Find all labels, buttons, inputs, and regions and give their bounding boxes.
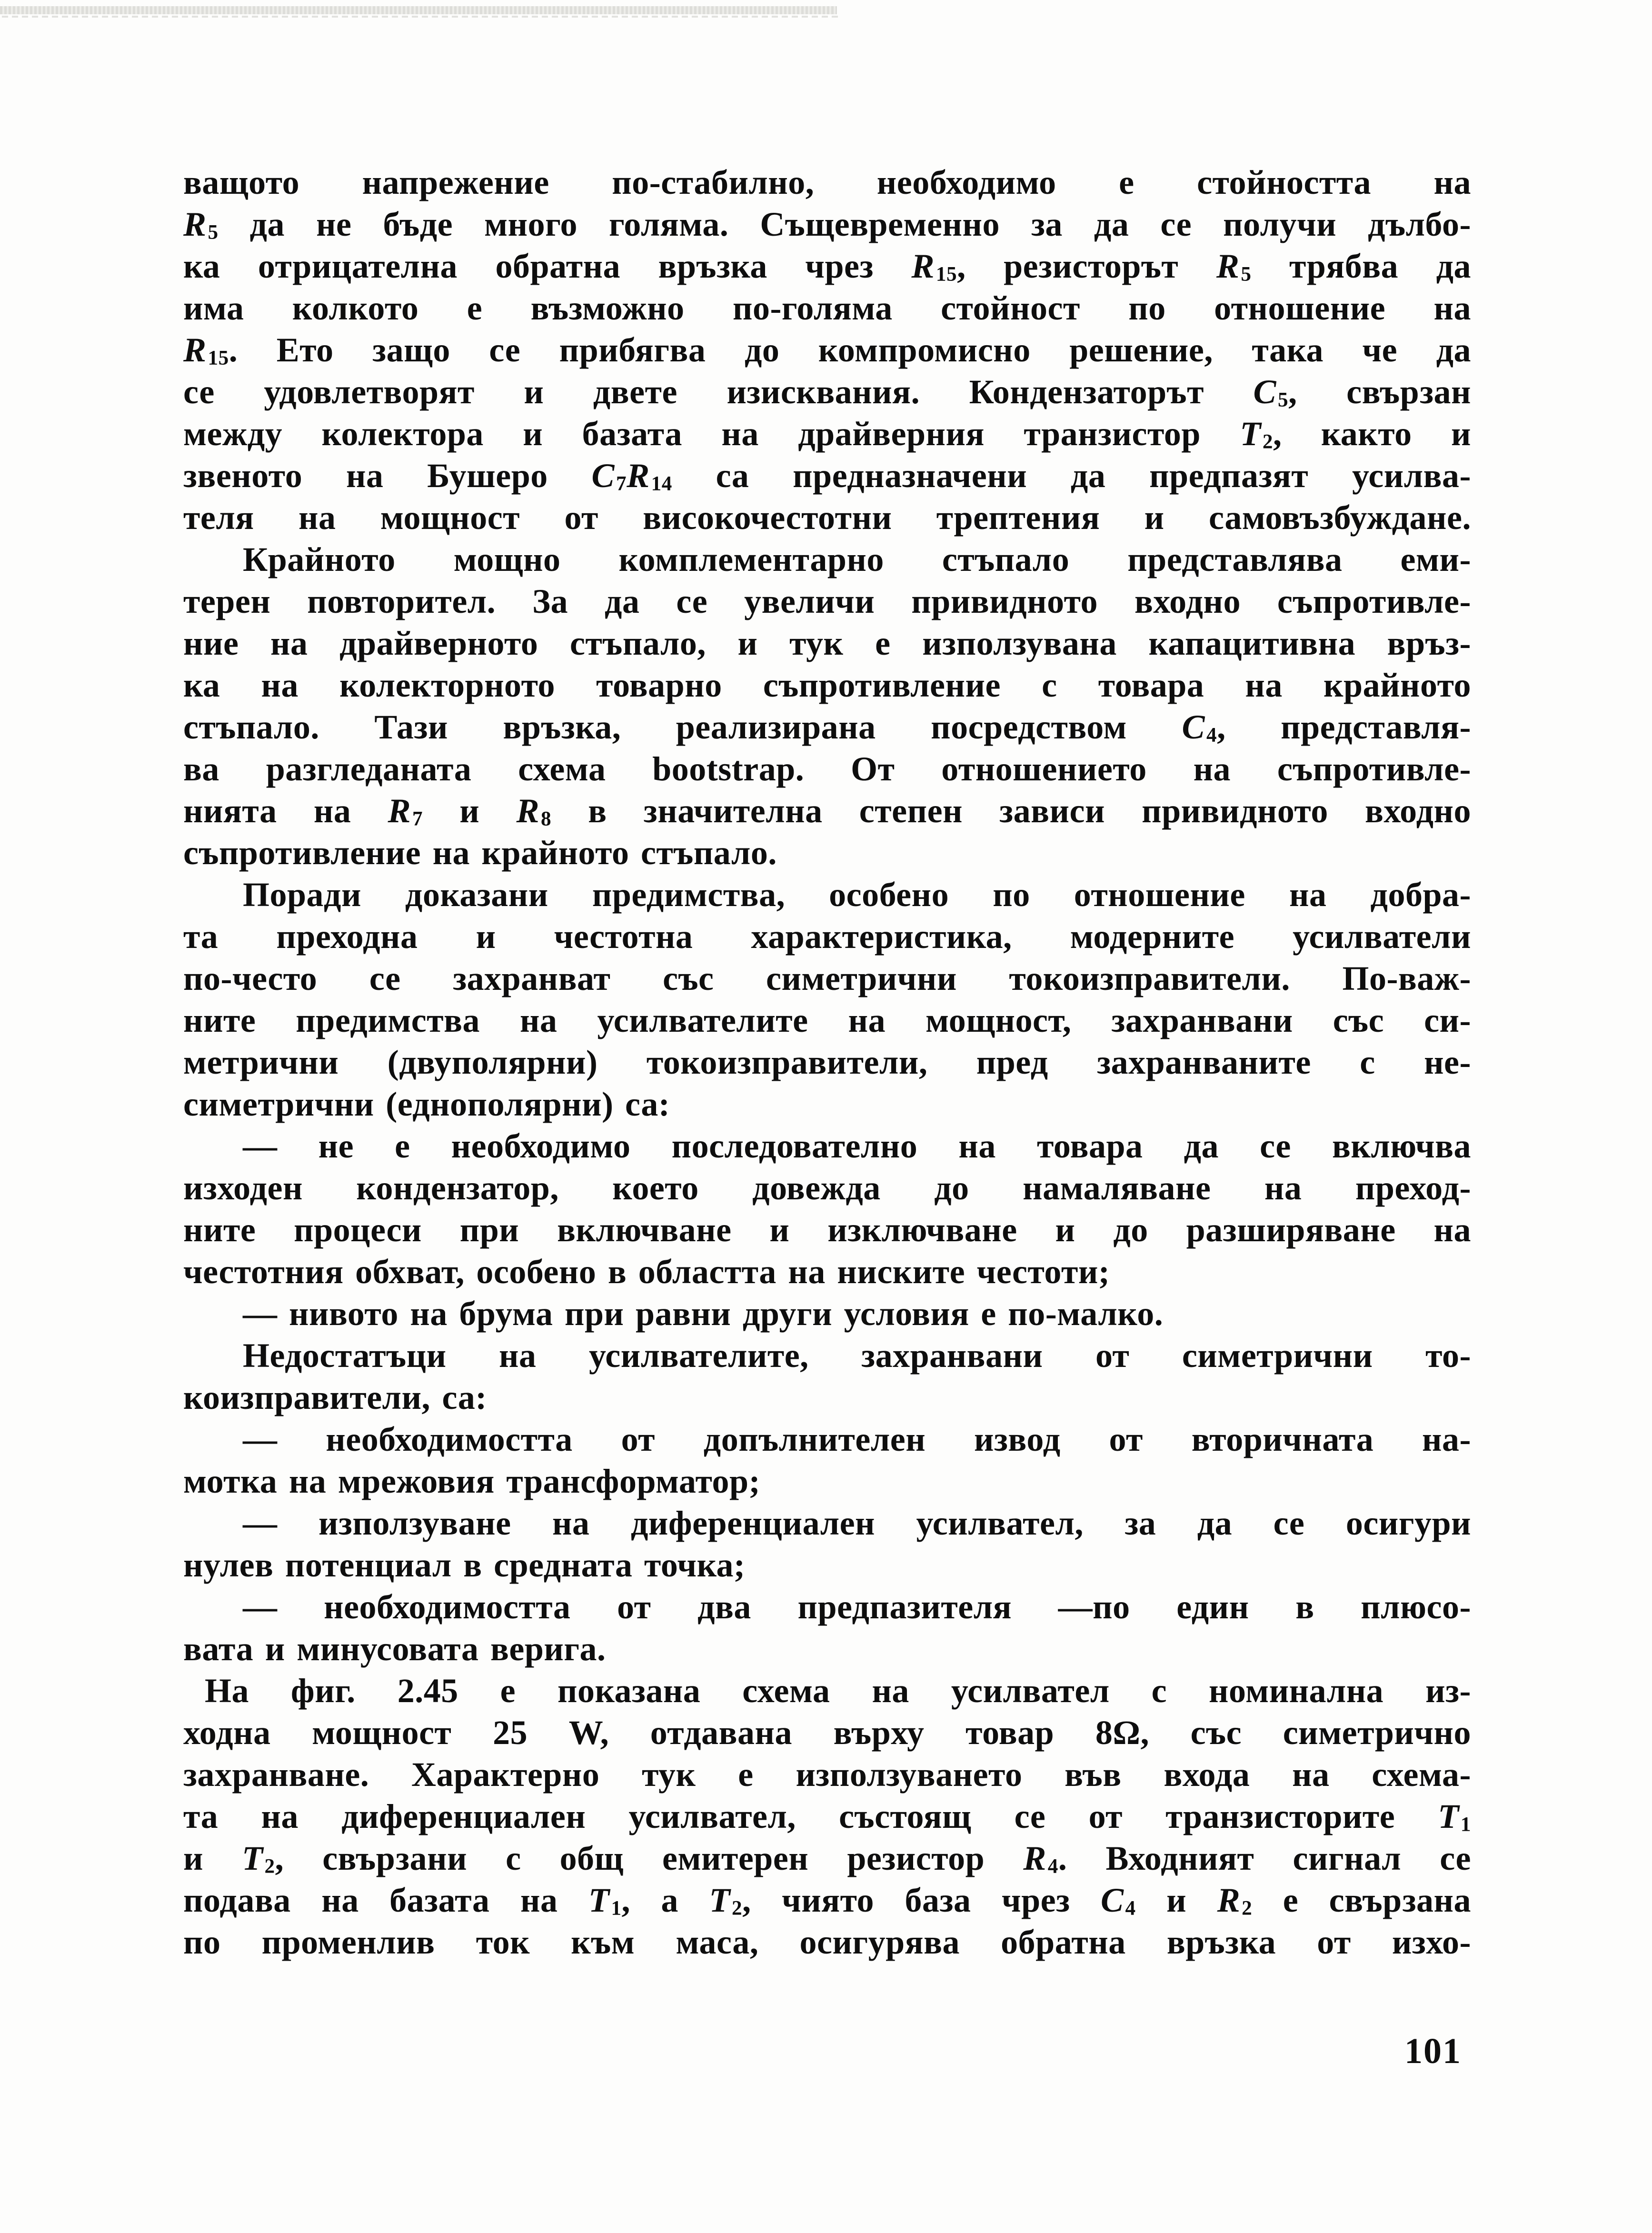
text-line: ка на колекторното товарно съпротивление с товара на крайното [183, 666, 1471, 704]
text-line: по променлив ток към маса, осигурява обратна връзка от изхо- [183, 1923, 1471, 1961]
page-number: 101 [1404, 2031, 1462, 2071]
text-line: метрични (двуполярни) токоизправители, пред захранваните с не- [183, 1043, 1471, 1081]
text-line: Недостатъци на усилвателите, захранвани от симетрични то- [243, 1336, 1471, 1375]
text-line: Поради доказани предимства, особено по отношение на добра- [243, 876, 1471, 914]
text-line: терен повторител. За да се увеличи привидното входно съпротивле- [183, 582, 1471, 620]
text-line: честотния обхват, особено в областта на ниските честоти; [183, 1253, 1110, 1291]
text-line: ващото напрежение по-стабилно, необходимо е стойността на [183, 163, 1471, 201]
text-line: — нивото на брума при равни други условия е по-малко. [243, 1295, 1164, 1333]
text-line: ка отрицателна обратна връзка чрез $R_{15}$, резисторът $R_5$ трябва да [183, 247, 1471, 286]
text-line: Крайното мощно комплементарно стъпало представлява еми- [243, 540, 1471, 578]
text-line: — използуване на диференциален усилвател, за да се осигури [243, 1504, 1471, 1542]
scan-artifact-line [2, 16, 838, 18]
text-line: се удовлетворят и двете изисквания. Кондензаторът $C_5$, свързан [183, 373, 1471, 411]
text-block [183, 161, 1471, 1963]
text-line: захранване. Характерно тук е използуването във входа на схема- [183, 1755, 1471, 1794]
text-line: подава на базата на $T_1$, а $T_2$, чиято база чрез $C_4$ и $R_2$ е свързана [183, 1881, 1471, 1920]
text-line: мотка на мрежовия трансформатор; [183, 1462, 761, 1500]
text-line: — необходимостта от два предпазителя —по един в плюсо- [243, 1588, 1471, 1626]
text-line: симетрични (еднополярни) са: [183, 1085, 670, 1123]
text-line: има колкото е възможно по-голяма стойност по отношение на [183, 289, 1471, 327]
text-line: — не е необходимо последователно на товара да се включва [243, 1127, 1471, 1165]
text-line: между колектора и базата на драйверния транзистор $T_2$, както и [183, 415, 1471, 453]
text-line: та на диференциален усилвател, състоящ се от транзисторите $T_1$ [183, 1797, 1471, 1836]
text-line: ва разгледаната схема bootstrap. От отношението на съпротивле- [183, 750, 1471, 788]
text-line: изходен кондензатор, което довежда до намаляване на преход- [183, 1169, 1471, 1207]
text-line: звеното на Бушеро $C_7R_{14}$ са предназначени да предпазят усилва- [183, 457, 1471, 495]
text-line: съпротивление на крайното стъпало. [183, 834, 777, 872]
text-line: теля на мощност от високочестотни трептения и самовъзбуждане. [183, 498, 1471, 537]
text-line: и $T_2$, свързани с общ емитерен резистор $R_4$. Входният сигнал се [183, 1839, 1471, 1878]
scan-artifact-band [0, 6, 837, 14]
text-line: ние на драйверното стъпало, и тук е използувана капацитивна връз- [183, 624, 1471, 662]
text-line: На фиг. 2.45 е показана схема на усилвател с номинална из- [205, 1672, 1471, 1710]
text-line: ните процеси при включване и изключване и до разширяване на [183, 1211, 1471, 1249]
text-line: $R_{15}$. Ето защо се прибягва до компромисно решение, така че да [183, 331, 1471, 369]
text-line: по-често се захранват със симетрични токоизправители. По-важ- [183, 959, 1471, 997]
text-line: вата и минусовата верига. [183, 1630, 606, 1668]
text-line: нулев потенциал в средната точка; [183, 1546, 746, 1584]
text-line: — необходимостта от допълнителен извод от вторичната на- [243, 1420, 1471, 1458]
text-line: та преходна и честотна характеристика, модерните усилватели [183, 917, 1471, 956]
text-line: ните предимства на усилвателите на мощност, захранвани със си- [183, 1001, 1471, 1039]
text-line: стъпало. Тази връзка, реализирана посредством $C_4$, представля- [183, 708, 1471, 747]
text-line: ходна мощност 25 W, отдавана върху товар 8Ω, със симетрично [183, 1714, 1471, 1752]
text-line: $R_5$ да не бъде много голяма. Същевременно за да се получи дълбо- [183, 205, 1471, 244]
text-line: коизправители, са: [183, 1378, 487, 1416]
text-line: нията на $R_7$ и $R_8$ в значителна степен зависи привидното входно [183, 792, 1471, 830]
